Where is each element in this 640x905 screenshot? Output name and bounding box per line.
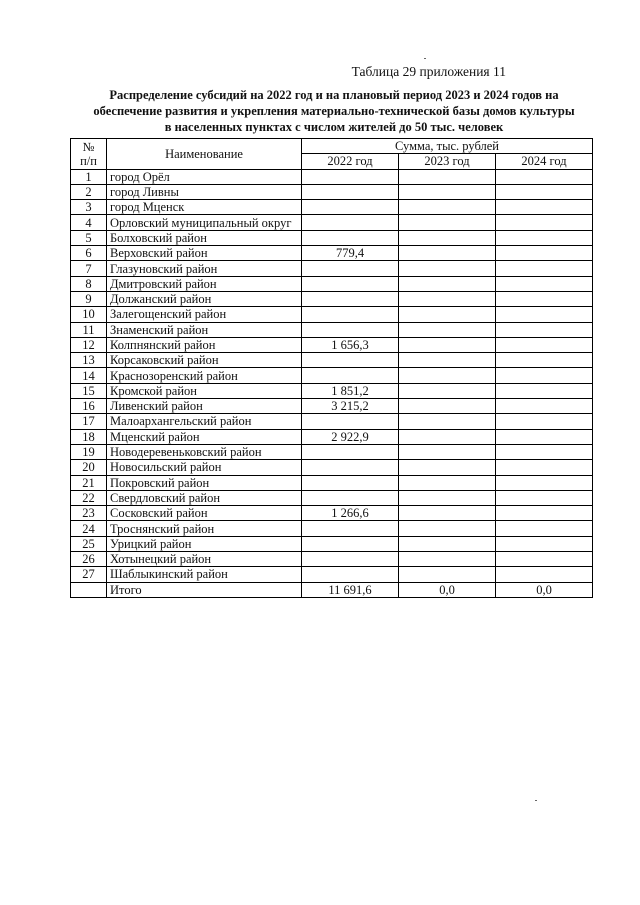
row-value-2022 (302, 414, 399, 429)
header-number (71, 139, 107, 170)
row-name: Краснозоренский район (107, 368, 302, 383)
row-value-2023 (399, 383, 496, 398)
row-number: 25 (71, 536, 107, 551)
total-row (71, 582, 593, 597)
row-value-2024 (496, 261, 593, 276)
row-value-2024 (496, 276, 593, 291)
row-value-2022 (302, 261, 399, 276)
total-2024: 0,0 (496, 582, 593, 597)
row-value-2022: 1 266,6 (302, 506, 399, 521)
row-value-2024 (496, 475, 593, 490)
row-value-2022 (302, 169, 399, 184)
row-value-2024 (496, 460, 593, 475)
title-line: Распределение субсидий на 2022 год и на плановый период 2023 и 2024 годов на (109, 88, 559, 102)
row-value-2024 (496, 184, 593, 199)
row-name: Верховский район (107, 246, 302, 261)
title-line: обеспечение развития и укрепления материально-технической базы домов культуры (93, 104, 575, 118)
row-name: Дмитровский район (107, 276, 302, 291)
row-value-2024 (496, 307, 593, 322)
row-name: Мценский район (107, 429, 302, 444)
total-2022: 11 691,6 (302, 582, 399, 597)
row-value-2022 (302, 353, 399, 368)
header-year-2023: 2023 год (399, 154, 496, 169)
row-number: 1 (71, 169, 107, 184)
row-value-2023 (399, 536, 496, 551)
row-number: 23 (71, 506, 107, 521)
row-number: 16 (71, 399, 107, 414)
row-name: Должанский район (107, 291, 302, 306)
table-row (71, 337, 593, 352)
row-number: 19 (71, 444, 107, 459)
header-row (71, 139, 593, 154)
row-value-2023 (399, 475, 496, 490)
row-value-2023 (399, 307, 496, 322)
row-name: Малоархангельский район (107, 414, 302, 429)
row-name: город Мценск (107, 200, 302, 215)
row-value-2022 (302, 322, 399, 337)
row-number: 3 (71, 200, 107, 215)
row-number: 11 (71, 322, 107, 337)
row-value-2022 (302, 444, 399, 459)
table-row (71, 368, 593, 383)
header-sum: Сумма, тыс. рублей (302, 139, 593, 154)
row-value-2022: 779,4 (302, 246, 399, 261)
row-value-2024 (496, 246, 593, 261)
header-number-line2: п/п (80, 153, 97, 168)
row-value-2022 (302, 184, 399, 199)
row-name: Знаменский район (107, 322, 302, 337)
row-value-2022 (302, 215, 399, 230)
row-value-2023 (399, 246, 496, 261)
row-value-2022: 3 215,2 (302, 399, 399, 414)
row-value-2024 (496, 506, 593, 521)
row-number: 10 (71, 307, 107, 322)
row-value-2024 (496, 444, 593, 459)
total-2023: 0,0 (399, 582, 496, 597)
row-value-2022 (302, 552, 399, 567)
table-row (71, 552, 593, 567)
table-body (71, 169, 593, 582)
row-value-2024 (496, 353, 593, 368)
row-value-2022 (302, 291, 399, 306)
row-name: Сосковский район (107, 506, 302, 521)
table-row (71, 475, 593, 490)
title-line: в населенных пунктах с числом жителей до 50 тыс. человек (164, 120, 504, 134)
row-value-2023 (399, 429, 496, 444)
row-name: Новосильский район (107, 460, 302, 475)
row-number: 6 (71, 246, 107, 261)
scan-speck (424, 58, 426, 59)
row-value-2023 (399, 215, 496, 230)
row-name: Болховский район (107, 230, 302, 245)
row-number: 9 (71, 291, 107, 306)
row-number: 22 (71, 490, 107, 505)
document-title (70, 87, 598, 135)
table-row (71, 429, 593, 444)
row-value-2022 (302, 307, 399, 322)
table-row (71, 521, 593, 536)
row-value-2024 (496, 521, 593, 536)
row-name: Новодеревеньковский район (107, 444, 302, 459)
header-year-2024: 2024 год (496, 154, 593, 169)
row-value-2022 (302, 230, 399, 245)
row-value-2024 (496, 200, 593, 215)
row-value-2022: 1 656,3 (302, 337, 399, 352)
table-row (71, 322, 593, 337)
row-name: Глазуновский район (107, 261, 302, 276)
row-value-2023 (399, 230, 496, 245)
row-value-2022 (302, 521, 399, 536)
row-value-2022 (302, 567, 399, 582)
row-value-2023 (399, 169, 496, 184)
row-value-2023 (399, 444, 496, 459)
row-value-2023 (399, 567, 496, 582)
row-name: Колпнянский район (107, 337, 302, 352)
row-value-2023 (399, 337, 496, 352)
row-value-2024 (496, 567, 593, 582)
row-value-2024 (496, 169, 593, 184)
row-number: 18 (71, 429, 107, 444)
table-row (71, 506, 593, 521)
row-value-2023 (399, 200, 496, 215)
row-value-2024 (496, 230, 593, 245)
table-row (71, 567, 593, 582)
row-value-2023 (399, 322, 496, 337)
table-row (71, 246, 593, 261)
table-row (71, 536, 593, 551)
table-row (71, 307, 593, 322)
row-value-2024 (496, 383, 593, 398)
row-name: Троснянский район (107, 521, 302, 536)
table-caption: Таблица 29 приложения 11 (351, 64, 506, 79)
table-row (71, 215, 593, 230)
row-value-2024 (496, 429, 593, 444)
row-value-2024 (496, 291, 593, 306)
row-number: 2 (71, 184, 107, 199)
row-number: 24 (71, 521, 107, 536)
row-name: Урицкий район (107, 536, 302, 551)
row-number: 15 (71, 383, 107, 398)
row-value-2024 (496, 490, 593, 505)
row-name: Кромской район (107, 383, 302, 398)
row-number: 5 (71, 230, 107, 245)
row-value-2022 (302, 475, 399, 490)
row-number: 8 (71, 276, 107, 291)
row-number: 17 (71, 414, 107, 429)
row-name: Шаблыкинский район (107, 567, 302, 582)
row-value-2023 (399, 521, 496, 536)
row-number: 27 (71, 567, 107, 582)
row-name: Хотынецкий район (107, 552, 302, 567)
row-number: 13 (71, 353, 107, 368)
header-number-line1: № (82, 139, 95, 154)
row-value-2022 (302, 368, 399, 383)
header-name: Наименование (107, 139, 302, 170)
table-row (71, 200, 593, 215)
row-value-2024 (496, 215, 593, 230)
row-number: 26 (71, 552, 107, 567)
table-row (71, 184, 593, 199)
table-row (71, 261, 593, 276)
table-row (71, 169, 593, 184)
row-name: Залегощенский район (107, 307, 302, 322)
row-value-2023 (399, 353, 496, 368)
row-value-2024 (496, 536, 593, 551)
table-row (71, 291, 593, 306)
row-number: 21 (71, 475, 107, 490)
row-value-2023 (399, 552, 496, 567)
row-value-2023 (399, 184, 496, 199)
table-row (71, 353, 593, 368)
table-row (71, 399, 593, 414)
table-row (71, 490, 593, 505)
table-row (71, 444, 593, 459)
row-number: 14 (71, 368, 107, 383)
row-value-2023 (399, 490, 496, 505)
row-value-2023 (399, 399, 496, 414)
row-value-2022 (302, 200, 399, 215)
row-number: 4 (71, 215, 107, 230)
row-name: город Орёл (107, 169, 302, 184)
row-name: Корсаковский район (107, 353, 302, 368)
header-year-2022: 2022 год (302, 154, 399, 169)
row-value-2024 (496, 414, 593, 429)
total-label: Итого (107, 582, 302, 597)
row-value-2023 (399, 261, 496, 276)
row-value-2022 (302, 460, 399, 475)
subsidy-table (70, 138, 593, 598)
table-row (71, 230, 593, 245)
row-value-2023 (399, 460, 496, 475)
row-value-2023 (399, 368, 496, 383)
row-value-2022 (302, 276, 399, 291)
row-name: город Ливны (107, 184, 302, 199)
row-value-2023 (399, 291, 496, 306)
total-number (71, 582, 107, 597)
row-value-2023 (399, 276, 496, 291)
scan-speck (535, 800, 537, 801)
row-value-2024 (496, 337, 593, 352)
row-value-2022 (302, 536, 399, 551)
table-row (71, 276, 593, 291)
row-value-2024 (496, 368, 593, 383)
table-row (71, 414, 593, 429)
row-value-2024 (496, 552, 593, 567)
table-row (71, 383, 593, 398)
row-name: Орловский муниципальный округ (107, 215, 302, 230)
row-number: 20 (71, 460, 107, 475)
table-row (71, 460, 593, 475)
row-name: Ливенский район (107, 399, 302, 414)
row-value-2022 (302, 490, 399, 505)
row-name: Свердловский район (107, 490, 302, 505)
row-name: Покровский район (107, 475, 302, 490)
row-value-2022: 1 851,2 (302, 383, 399, 398)
row-number: 12 (71, 337, 107, 352)
row-value-2023 (399, 414, 496, 429)
row-value-2024 (496, 322, 593, 337)
row-value-2024 (496, 399, 593, 414)
row-value-2022: 2 922,9 (302, 429, 399, 444)
row-number: 7 (71, 261, 107, 276)
row-value-2023 (399, 506, 496, 521)
